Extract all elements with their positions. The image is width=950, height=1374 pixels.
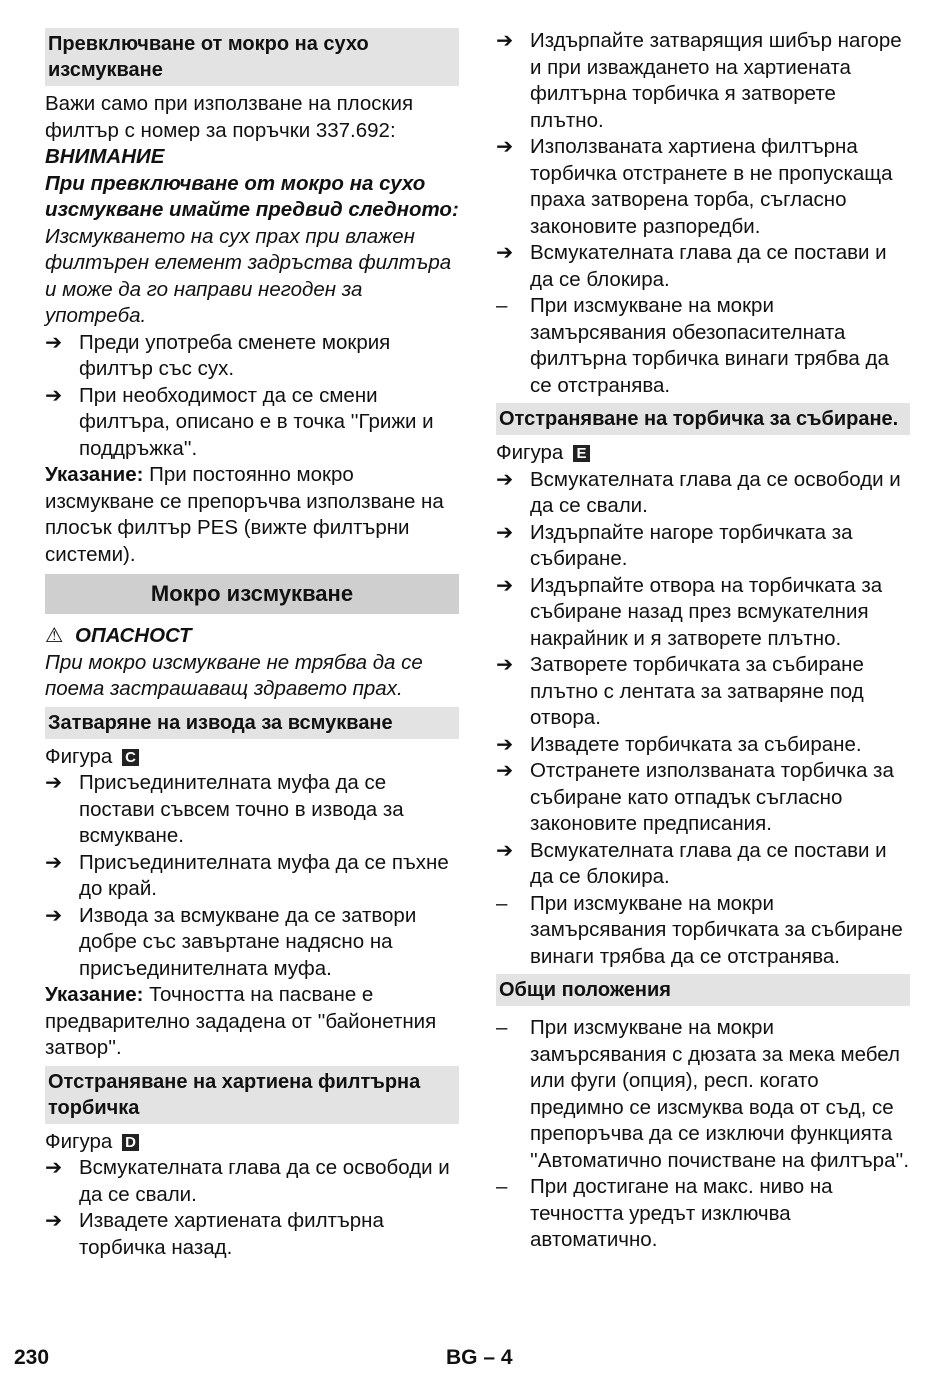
danger-label: ОПАСНОСТ (75, 624, 192, 647)
arrow-icon: ➔ (496, 135, 514, 158)
step-text: Всмукателната глава да се освободи и да се свали. (79, 1156, 450, 1206)
step-text: Преди употреба сменете мокрия филтър със сух. (79, 330, 391, 380)
list-item (45, 330, 459, 383)
right-column (496, 28, 910, 1254)
dash-icon: – (496, 891, 508, 915)
figure-letter-icon: C (122, 749, 139, 766)
step-text: Всмукателната глава да се постави и да се блокира. (530, 838, 887, 888)
arrow-icon: ➔ (45, 1209, 63, 1232)
note-paragraph (45, 462, 459, 568)
heading-general: Общи положения (496, 974, 910, 1006)
list-item (496, 891, 910, 971)
arrow-icon: ➔ (496, 732, 514, 756)
figure-reference (496, 440, 910, 467)
step-text: Извадете торбичката за събиране. (530, 732, 862, 756)
list-item (45, 770, 459, 850)
step-text: Извода за всмукване да се затвори добре със завъртане надясно на присъединителната муфа. (79, 903, 417, 980)
list-item (496, 573, 910, 653)
list-item (496, 467, 910, 520)
figure-reference (45, 1129, 459, 1156)
danger-heading (45, 623, 459, 650)
step-text: Отстранете използваната торбичка за събиране като отпадък съгласно законовите предписания. (530, 759, 894, 835)
list-item (496, 134, 910, 240)
note-label: Указание: (45, 983, 144, 1006)
list-item (45, 1208, 459, 1261)
step-text: Присъединителната муфа да се постави съвсем точно в извода за всмукване. (79, 771, 404, 847)
step-text: При изсмукване на мокри замърсявания торбичката за събиране винаги трябва да се отстранява. (530, 891, 903, 968)
list-item (45, 383, 459, 463)
page-number: 230 (14, 1346, 50, 1369)
left-column (45, 28, 459, 1261)
note-text: При постоянно мокро изсмукване се препоръчва използване на плосък филтър PES (вижте филтърни системи). (45, 463, 444, 566)
figure-label: Фигура (45, 744, 113, 768)
heading-wet-suction: Мокро изсмукване (45, 574, 459, 614)
step-text: При необходимост да се смени филтъра, описано е в точка ''Грижи и поддръжка''. (79, 383, 434, 460)
list-item (496, 28, 910, 134)
arrow-icon: ➔ (496, 573, 514, 597)
note-text: Точността на пасване е предварително зададена от ''байонетния затвор''. (45, 983, 437, 1059)
warning-icon: ⚠ (45, 624, 64, 647)
arrow-icon: ➔ (496, 241, 514, 264)
arrow-icon: ➔ (496, 29, 514, 52)
list-top (496, 28, 910, 399)
arrow-icon: ➔ (45, 1156, 63, 1179)
step-text: При достигане на макс. ниво на течността уредът изключва автоматично. (530, 1175, 833, 1251)
step-text: Присъединителната муфа да се пъхне до край. (79, 850, 449, 900)
step-text: Всмукателната глава да се постави и да се блокира. (530, 241, 887, 291)
heading-wet-to-dry: Превключване от мокро на сухо изсмукване (45, 28, 459, 86)
step-text: Затворете торбичката за събиране плътно с лентата за затваряне под отвора. (530, 653, 864, 729)
arrow-icon: ➔ (45, 330, 63, 354)
list-item (496, 652, 910, 732)
step-text: Издърпайте нагоре торбичката за събиране. (530, 520, 853, 570)
arrow-icon: ➔ (496, 520, 514, 544)
list-item (45, 903, 459, 983)
attention-text: Изсмукването на сух прах при влажен филтърен елемент задръства филтъра и може да го направи негоден за употреба. (45, 224, 452, 327)
arrow-icon: ➔ (496, 653, 514, 676)
list-item (496, 838, 910, 891)
attention-bold-text: При превключване от мокро на сухо изсмукване имайте предвид следното: (45, 171, 459, 221)
step-text: Извадете хартиената филтърна торбичка назад. (79, 1209, 384, 1259)
list-item (45, 1155, 459, 1208)
step-text: Издърпайте затварящия шибър нагоре и при изваждането на хартиената филтърна торбичка я затворете плътно. (530, 29, 902, 132)
step-text: Всмукателната глава да се освободи и да се свали. (530, 467, 901, 517)
list-general (496, 1015, 910, 1254)
list-collection-bag (496, 467, 910, 971)
intro-text: Важи само при използване на плоския филтър с номер за поръчки 337.692: (45, 92, 414, 142)
figure-reference (45, 744, 459, 771)
arrow-icon: ➔ (496, 838, 514, 862)
list-item (496, 732, 910, 759)
list-item (496, 1015, 910, 1174)
step-text: При изсмукване на мокри замърсявания с дюзата за мека мебел или фуги (опция), респ. когато предимно се изсмуква вода от съд, се препоръчва да се изключи функцията ''Автоматично почистване на филтъра''. (530, 1016, 910, 1172)
heading-remove-paper-bag: Отстраняване на хартиена филтърна торбичка (45, 1066, 459, 1124)
dash-icon: – (496, 1016, 508, 1039)
note-paragraph (45, 982, 459, 1062)
arrow-icon: ➔ (496, 759, 514, 782)
dash-icon: – (496, 294, 508, 317)
arrow-icon: ➔ (45, 383, 63, 407)
step-text: При изсмукване на мокри замърсявания обезопасителната филтърна торбичка винаги трябва да се отстранява. (530, 294, 889, 397)
list-item (496, 1174, 910, 1254)
step-text: Използваната хартиена филтърна торбичка отстранете в не пропускаща праха затворена торба, съгласно законовите разпоредби. (530, 135, 893, 238)
attention-label: ВНИМАНИЕ (45, 145, 165, 168)
list-item (496, 293, 910, 399)
arrow-icon: ➔ (45, 850, 63, 874)
step-text: Издърпайте отвора на торбичката за събиране назад през всмукателния накрайник и я затворете плътно. (530, 573, 883, 650)
dash-icon: – (496, 1175, 508, 1198)
list-item (496, 520, 910, 573)
note-label: Указание: (45, 463, 144, 486)
figure-letter-icon: E (573, 445, 590, 462)
arrow-icon: ➔ (45, 771, 63, 794)
section-label: BG – 4 (446, 1346, 513, 1369)
heading-remove-collection-bag: Отстраняване на торбичка за събиране. (496, 403, 910, 435)
list-item (45, 850, 459, 903)
figure-letter-icon: D (122, 1134, 139, 1151)
figure-label: Фигура (496, 441, 564, 464)
danger-text: При мокро изсмукване не трябва да се поема застрашаващ здравето прах. (45, 650, 423, 700)
heading-close-suction-outlet: Затваряне на извода за всмукване (45, 707, 459, 739)
arrow-icon: ➔ (45, 903, 63, 927)
figure-label: Фигура (45, 1129, 113, 1153)
arrow-icon: ➔ (496, 467, 514, 491)
list-item (496, 758, 910, 838)
list-item (496, 240, 910, 293)
